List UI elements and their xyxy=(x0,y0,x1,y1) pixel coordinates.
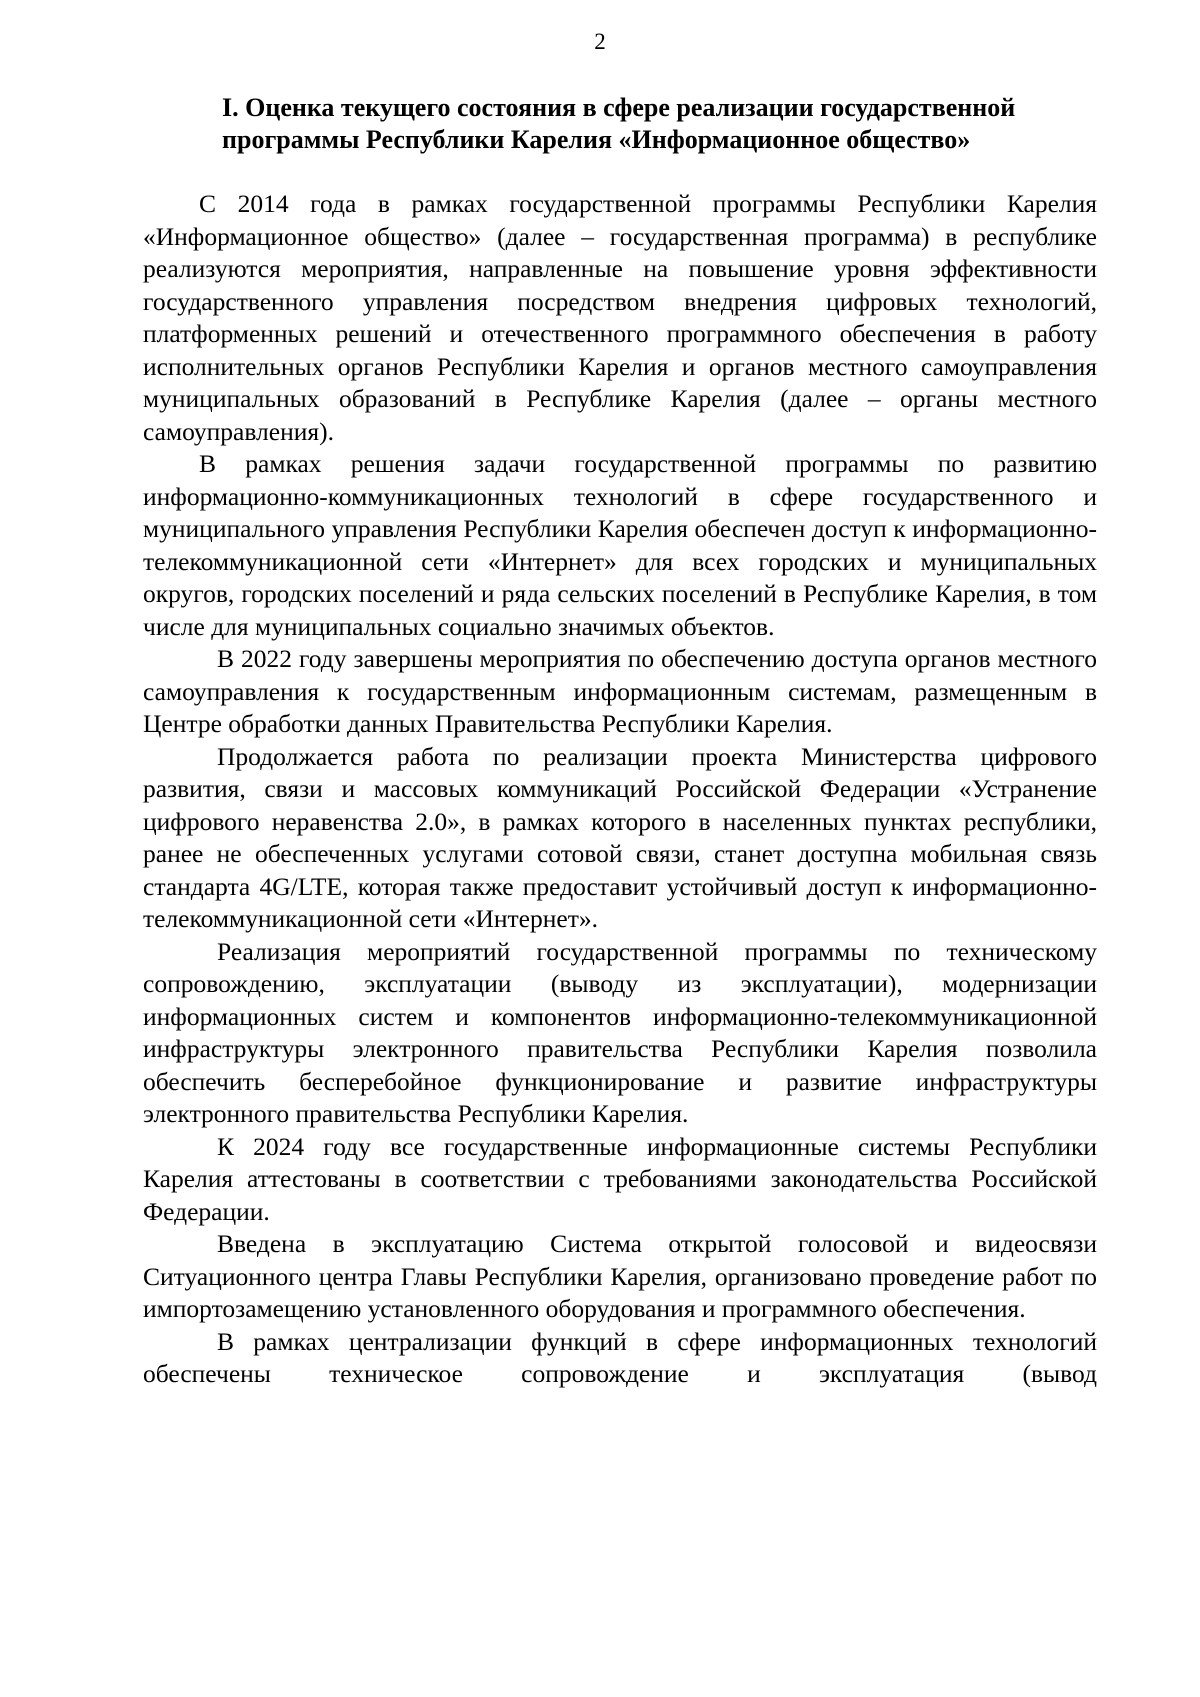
paragraph-4: Продолжается работа по реализации проекта Министерства цифрового развития, связи и массовых коммуникаций Российской Федерации «Устранение цифрового неравенства 2.0», в рамках которого в населенных пунктах республики, ранее не обеспеченных услугами сотовой связи, станет доступна мобильная связь стандарта 4G/LTE, которая также предоставит устойчивый доступ к информационно-телекоммуникационной сети «Интернет». xyxy=(143,741,1097,933)
paragraph-1: С 2014 года в рамках государственной программы Республики Карелия «Информационное общество» (далее – государственная программа) в республике реализуются мероприятия, направленные на повышение уровня эффективности государственного управления посредством внедрения цифровых технологий, платформенных решений и отечественного программного обеспечения в работу исполнительных органов Республики Карелия и органов местного самоуправления муниципальных образований в Республике Карелия (далее – органы местного самоуправления). xyxy=(143,189,1097,446)
section-heading xyxy=(222,92,1102,156)
page-number: 2 xyxy=(594,29,606,54)
paragraph-7: Введена в эксплуатацию Система открытой голосовой и видеосвязи Ситуационного центра Главы Республики Карелия, организовано проведение работ по импортозамещению установленного оборудования и программного обеспечения. xyxy=(143,1229,1097,1323)
paragraph-6: К 2024 году все государственные информационные системы Республики Карелия аттестованы в соответствии с требованиями законодательства Российской Федерации. xyxy=(143,1131,1097,1226)
section-heading-line-2: программы Республики Карелия «Информационное общество» xyxy=(222,125,971,154)
paragraph-2: В рамках решения задачи государственной программы по развитию информационно-коммуникационных технологий в сфере государственного и муниципального управления Республики Карелия обеспечен доступ к информационно-телекоммуникационной сети «Интернет» для всех городских и муниципальных округов, городских поселений и ряда сельских поселений в Республике Карелия, в том числе для муниципальных социально значимых объектов. xyxy=(143,449,1097,641)
section-heading-line-1: I. Оценка текущего состояния в сфере реализации государственной xyxy=(222,93,1016,122)
document-body xyxy=(143,188,1097,1391)
paragraph-5: Реализация мероприятий государственной программы по техническому сопровождению, эксплуатации (выводу из эксплуатации), модернизации информационных систем и компонентов информационно-телекоммуникационной инфраструктуры электронного правительства Республики Карелия позволила обеспечить бесперебойное функционирование и развитие инфраструктуры электронного правительства Республики Карелия. xyxy=(143,936,1097,1128)
paragraph-8: В рамках централизации функций в сфере информационных технологий обеспечены техническое сопровождение и эксплуатация (вывод xyxy=(143,1326,1097,1388)
paragraph-3: В 2022 году завершены мероприятия по обеспечению доступа органов местного самоуправления к государственным информационным системам, размещенным в Центре обработки данных Правительства Республики Карелия. xyxy=(143,644,1097,738)
